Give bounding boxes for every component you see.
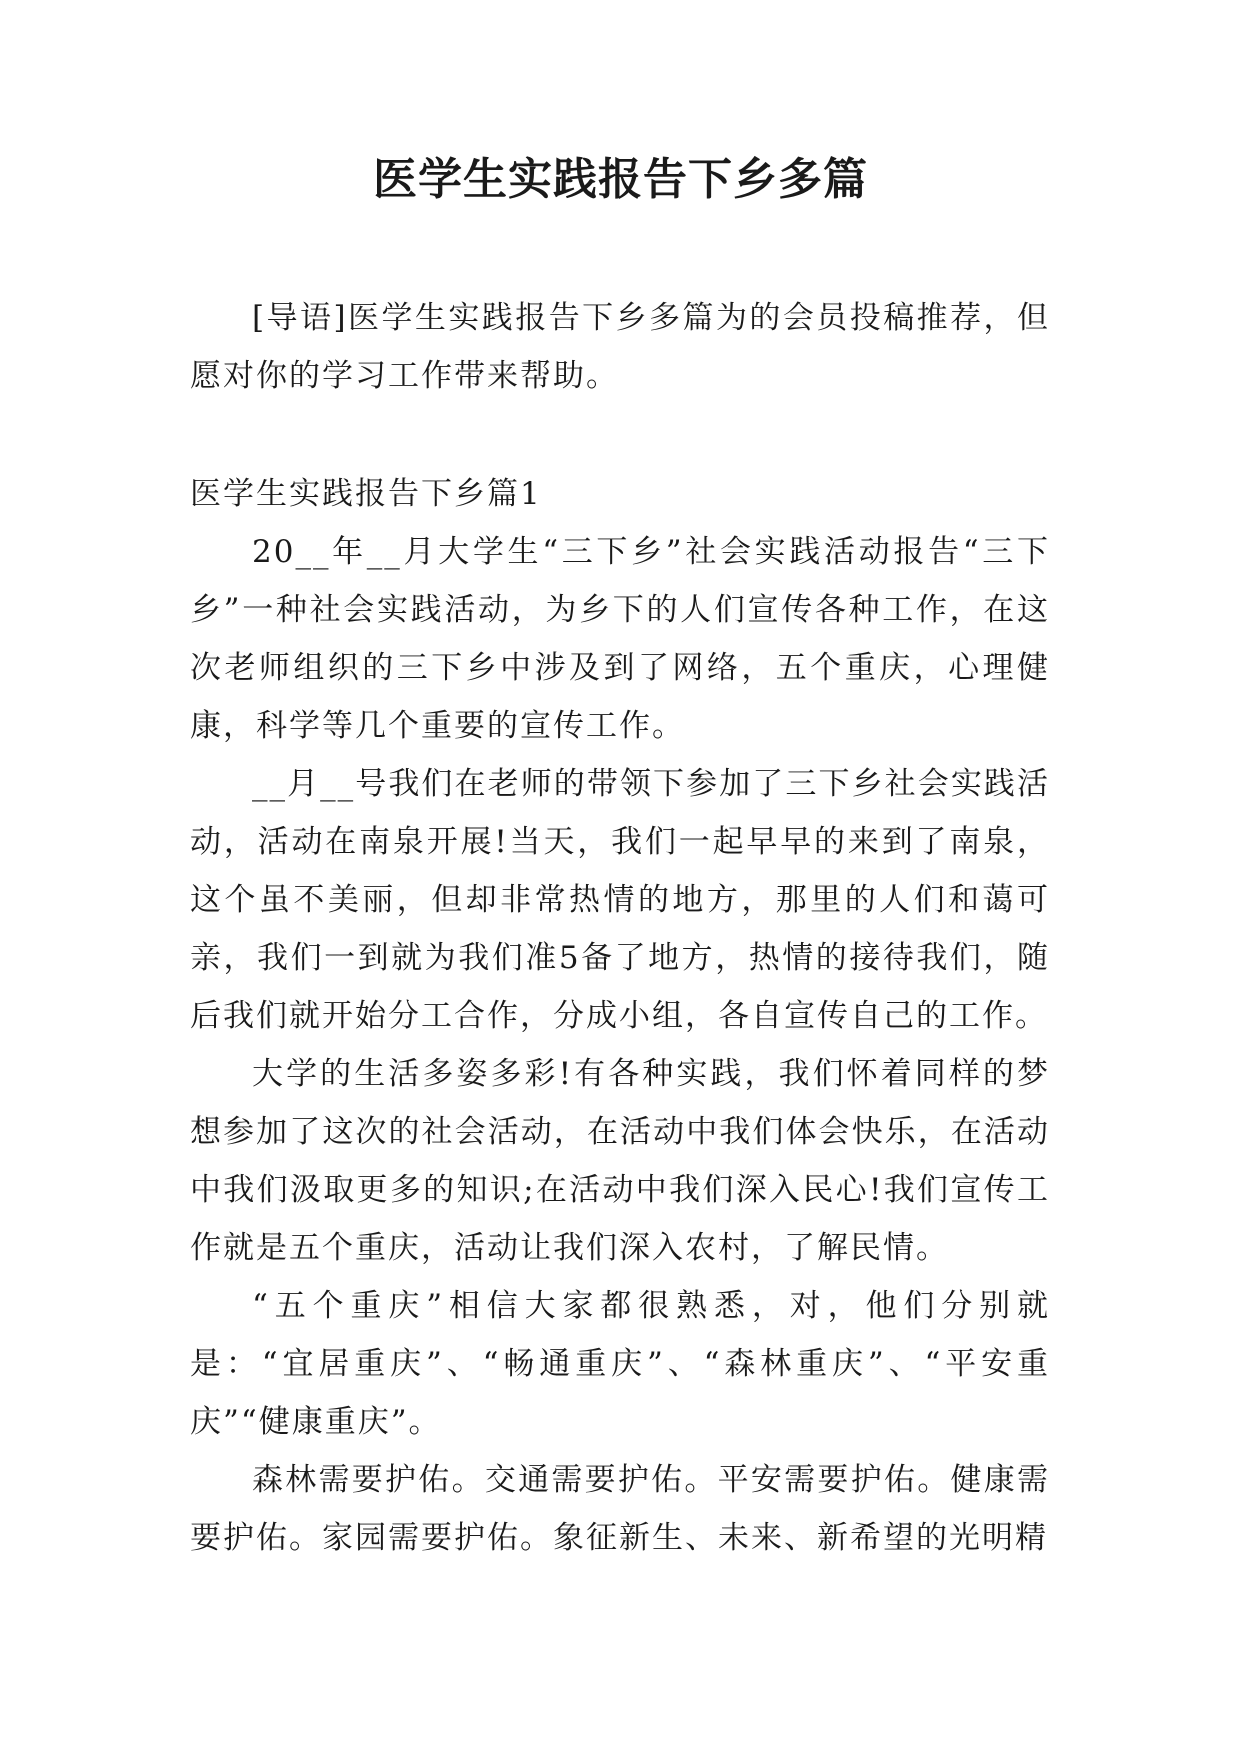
intro-paragraph: [导语]医学生实践报告下乡多篇为的会员投稿推荐，但愿对你的学习工作带来帮助。 xyxy=(190,300,1050,394)
document-title: 医学生实践报告下乡多篇 xyxy=(373,154,868,205)
body-paragraph: “五个重庆”相信大家都很熟悉，对，他们分别就是：“宜居重庆”、“畅通重庆”、“森林重庆”、“平安重庆”“健康重庆”。 xyxy=(190,1288,1050,1440)
section-heading: 医学生实践报告下乡篇1 xyxy=(190,476,542,512)
body-paragraph: __月__号我们在老师的带领下参加了三下乡社会实践活动，活动在南泉开展!当天，我们一起早早的来到了南泉，这个虽不美丽，但却非常热情的地方，那里的人们和蔼可亲，我们一到就为我们准5备了地方，热情的接待我们，随后我们就开始分工合作，分成小组，各自宣传自己的工作。 xyxy=(190,766,1050,1034)
document-body xyxy=(190,289,1050,1567)
body-paragraph: 大学的生活多姿多彩!有各种实践，我们怀着同样的梦想参加了这次的社会活动，在活动中我们体会快乐，在活动中我们汲取更多的知识;在活动中我们深入民心!我们宣传工作就是五个重庆，活动让我们深入农村，了解民情。 xyxy=(190,1056,1050,1266)
body-paragraph: 森林需要护佑。交通需要护佑。平安需要护佑。健康需要护佑。家园需要护佑。象征新生、未来、新希望的光明精 xyxy=(190,1462,1050,1556)
body-paragraph: 20__年__月大学生“三下乡”社会实践活动报告“三下乡”一种社会实践活动，为乡下的人们宣传各种工作，在这次老师组织的三下乡中涉及到了网络，五个重庆，心理健康，科学等几个重要的宣传工作。 xyxy=(190,534,1050,744)
